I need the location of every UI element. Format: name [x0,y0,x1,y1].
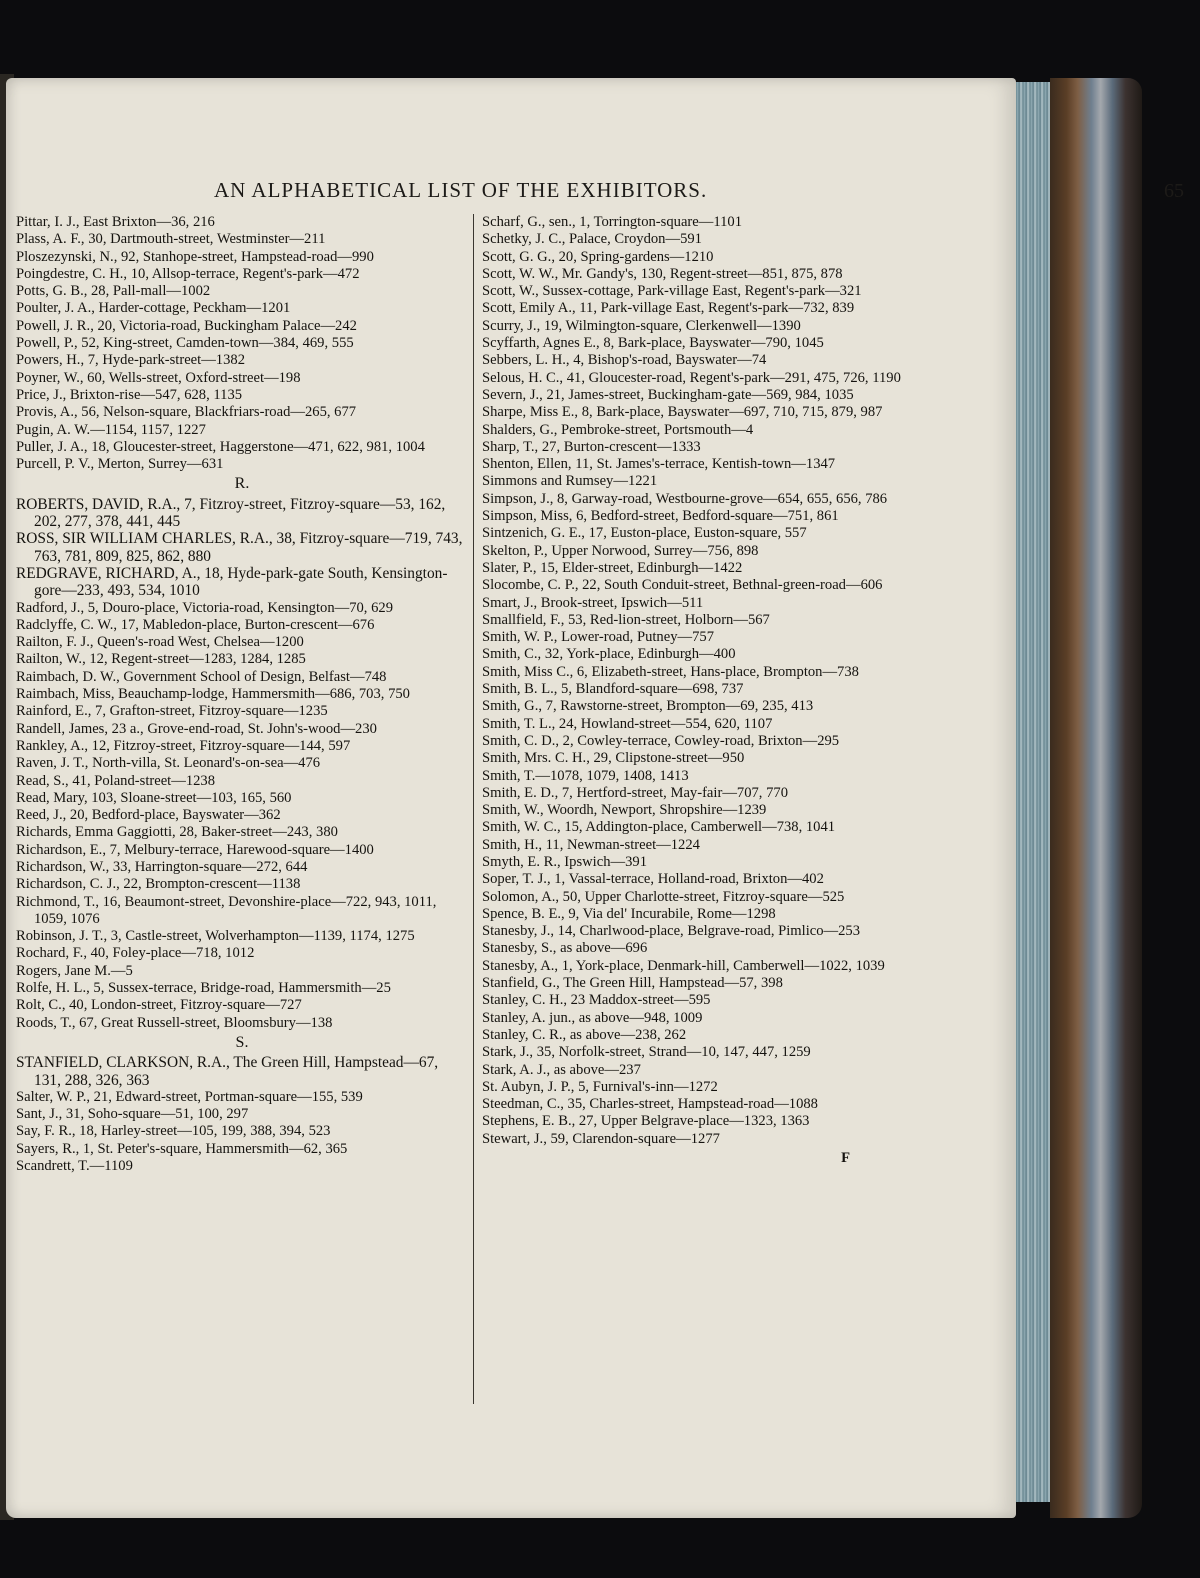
exhibitor-entry: Stanesby, J., 14, Charlwood-place, Belgrave-road, Pimlico—253 [482,923,861,940]
academician-entry: REDGRAVE, RICHARD, A., 18, Hyde-park-gate South, Kensington-gore—233, 493, 534, 1010 [16,564,448,600]
exhibitor-entry: Selous, H. C., 41, Gloucester-road, Regent's-park—291, 475, 726, 1190 [482,369,901,386]
exhibitor-entry: Roods, T., 67, Great Russell-street, Bloomsbury—138 [16,1014,333,1031]
exhibitor-entry: Richards, Emma Gaggiotti, 28, Baker-street—243, 380 [16,824,338,841]
exhibitor-entry: Schetky, J. C., Palace, Croydon—591 [482,231,702,248]
exhibitor-entry: Scharf, G., sen., 1, Torrington-square—1101 [482,214,742,230]
exhibitor-entry: Smith, C. D., 2, Cowley-terrace, Cowley-road, Brixton—295 [482,732,840,749]
exhibitor-entry: Shenton, Ellen, 11, St. James's-terrace, Kentish-town—1347 [482,456,836,473]
exhibitor-entry: Stanesby, S., as above—696 [482,940,648,957]
exhibitor-entry: Stanesby, A., 1, York-place, Denmark-hill, Camberwell—1022, 1039 [482,957,885,974]
exhibitor-entry: Rainford, E., 7, Grafton-street, Fitzroy-square—1235 [16,703,328,720]
page-fore-edge [1016,82,1050,1502]
exhibitor-entry: Smith, H., 11, Newman-street—1224 [482,836,700,853]
exhibitor-entry: Stanley, A. jun., as above—948, 1009 [482,1009,703,1026]
exhibitor-entry: Sharpe, Miss E., 8, Bark-place, Bayswater—697, 710, 715, 879, 987 [482,404,883,421]
exhibitor-entry: Stark, J., 35, Norfolk-street, Strand—10, 147, 447, 1259 [482,1044,811,1061]
exhibitor-entry: Scandrett, T.—1109 [16,1158,133,1175]
exhibitor-entry: Scott, W., Sussex-cottage, Park-village East, Regent's-park—321 [482,283,862,300]
exhibitor-entry: Simpson, J., 8, Garway-road, Westbourne-grove—654, 655, 656, 786 [482,490,888,507]
exhibitor-entry: Sebbers, L. H., 4, Bishop's-road, Bayswater—74 [482,352,767,369]
exhibitor-entry: Scyffarth, Agnes E., 8, Bark-place, Bayswater—790, 1045 [482,335,824,352]
exhibitor-entry: Smith, Miss C., 6, Elizabeth-street, Hans-place, Brompton—738 [482,663,859,680]
exhibitor-entry: Stanley, C. R., as above—238, 262 [482,1026,687,1043]
exhibitor-entry: Rankley, A., 12, Fitzroy-street, Fitzroy-square—144, 597 [16,737,351,754]
exhibitor-entry: Poyner, W., 60, Wells-street, Oxford-street—198 [16,369,301,386]
exhibitor-entry: Smallfield, F., 53, Red-lion-street, Holborn—567 [482,611,770,628]
exhibitor-entry: Rochard, F., 40, Foley-place—718, 1012 [16,945,255,962]
exhibitor-entry: Smart, J., Brook-street, Ipswich—511 [482,594,704,611]
exhibitor-entry: Provis, A., 56, Nelson-square, Blackfriars-road—265, 677 [16,404,357,421]
exhibitor-entry: Powers, H., 7, Hyde-park-street—1382 [16,352,245,369]
exhibitor-entry: Sintzenich, G. E., 17, Euston-place, Euston-square, 557 [482,525,807,542]
exhibitor-entry: Reed, J., 20, Bedford-place, Bayswater—362 [16,807,281,824]
academician-entry: STANFIELD, CLARKSON, R.A., The Green Hill, Hampstead—67, 131, 288, 326, 363 [16,1054,439,1089]
exhibitor-entry: Poulter, J. A., Harder-cottage, Peckham—1201 [16,300,291,317]
exhibitor-entry: Scott, W. W., Mr. Gandy's, 130, Regent-street—851, 875, 878 [482,265,843,282]
exhibitor-entry: Poingdestre, C. H., 10, Allsop-terrace, Regent's-park—472 [16,265,360,282]
running-header [150,178,1184,208]
exhibitor-entry: Stanfield, G., The Green Hill, Hampstead—57, 398 [482,975,783,992]
exhibitor-entry: Steedman, C., 35, Charles-street, Hampstead-road—1088 [482,1096,818,1113]
exhibitor-entry: Say, F. R., 18, Harley-street—105, 199, 388, 394, 523 [16,1123,331,1140]
exhibitor-entry: Pittar, I. J., East Brixton—36, 216 [16,214,215,230]
exhibitor-entry: Radclyffe, C. W., 17, Mabledon-place, Burton-crescent—676 [16,616,375,633]
exhibitor-entry: Sant, J., 31, Soho-square—51, 100, 297 [16,1106,249,1123]
exhibitor-entry: Price, J., Brixton-rise—547, 628, 1135 [16,386,243,403]
exhibitor-entry: Robinson, J. T., 3, Castle-street, Wolverhampton—1139, 1174, 1275 [16,928,415,945]
exhibitor-entry: Spence, B. E., 9, Via del' Incurabile, Rome—1298 [482,905,776,922]
exhibitor-entry: Powell, J. R., 20, Victoria-road, Buckingham Palace—242 [16,317,357,334]
exhibitor-entry: Shalders, G., Pembroke-street, Portsmouth—4 [482,421,754,438]
marbled-cover-board [1050,78,1142,1518]
exhibitor-entry: Radford, J., 5, Douro-place, Victoria-road, Kensington—70, 629 [16,599,393,616]
academician-entry: ROSS, SIR WILLIAM CHARLES, R.A., 38, Fitzroy-square—719, 743, 763, 781, 809, 825, 862, 880 [16,530,463,565]
left-column [16,214,468,1175]
exhibitor-entry: Smith, B. L., 5, Blandford-square—698, 737 [482,681,744,698]
exhibitor-entry: Smith, W. C., 15, Addington-place, Camberwell—738, 1041 [482,819,836,836]
exhibitor-entry: Richmond, T., 16, Beaumont-street, Devonshire-place—722, 943, 1011, 1059, 1076 [16,893,437,927]
exhibitor-entry: Scott, G. G., 20, Spring-gardens—1210 [482,248,714,265]
exhibitor-entry: Smith, Mrs. C. H., 29, Clipstone-street—950 [482,750,745,767]
column-rule [473,214,474,1404]
exhibitor-entry: Raven, J. T., North-villa, St. Leonard's-on-sea—476 [16,755,321,772]
exhibitor-entry: Slater, P., 15, Elder-street, Edinburgh—1422 [482,559,743,576]
exhibitor-entry: Richardson, W., 33, Harrington-square—272, 644 [16,858,308,875]
exhibitor-entry: Smith, W. P., Lower-road, Putney—757 [482,629,714,646]
exhibitor-entry: Smith, T. L., 24, Howland-street—554, 620, 1107 [482,715,773,732]
exhibitor-entry: Rogers, Jane M.—5 [16,962,133,979]
exhibitor-entry: Skelton, P., Upper Norwood, Surrey—756, 898 [482,542,759,559]
exhibitor-entry: Soper, T. J., 1, Vassal-terrace, Holland-road, Brixton—402 [482,871,824,888]
exhibitor-entry: Simmons and Rumsey—1221 [482,473,658,490]
exhibitor-entry: Slocombe, C. P., 22, South Conduit-street, Bethnal-green-road—606 [482,577,883,594]
exhibitor-entry: Raimbach, D. W., Government School of Design, Belfast—748 [16,668,387,685]
exhibitor-entry: Stark, A. J., as above—237 [482,1061,641,1078]
exhibitor-entry: St. Aubyn, J. P., 5, Furnival's-inn—1272 [482,1078,718,1095]
exhibitor-entry: Scott, Emily A., 11, Park-village East, Regent's-park—732, 839 [482,300,855,317]
exhibitor-entry: Stephens, E. B., 27, Upper Belgrave-place—1323, 1363 [482,1113,810,1130]
exhibitor-entry: Railton, W., 12, Regent-street—1283, 1284, 1285 [16,651,306,668]
exhibitor-entry: Smyth, E. R., Ipswich—391 [482,853,647,870]
exhibitor-entry: Rolfe, H. L., 5, Sussex-terrace, Bridge-road, Hammersmith—25 [16,980,391,997]
exhibitor-entry: Puller, J. A., 18, Gloucester-street, Haggerstone—471, 622, 981, 1004 [16,438,425,455]
exhibitor-entry: Stewart, J., 59, Clarendon-square—1277 [482,1130,720,1147]
exhibitor-entry: Smith, C., 32, York-place, Edinburgh—400 [482,646,736,663]
exhibitor-entry: Rolt, C., 40, London-street, Fitzroy-square—727 [16,997,302,1014]
section-letter: R. [234,475,250,493]
exhibitor-entry: Salter, W. P., 21, Edward-street, Portman-square—155, 539 [16,1088,363,1105]
exhibitor-entry: Simpson, Miss, 6, Bedford-street, Bedford-square—751, 861 [482,508,839,525]
exhibitor-entry: Richardson, C. J., 22, Brompton-crescent—1138 [16,876,301,893]
exhibitor-entry: Plass, A. F., 30, Dartmouth-street, Westminster—211 [16,231,326,248]
exhibitor-entry: Smith, W., Woordh, Newport, Shropshire—1239 [482,802,767,819]
exhibitor-entry: Read, Mary, 103, Sloane-street—103, 165, 560 [16,789,292,806]
exhibitor-entry: Randell, James, 23 a., Grove-end-road, St. John's-wood—230 [16,720,377,737]
exhibitor-entry: Sayers, R., 1, St. Peter's-square, Hammersmith—62, 365 [16,1140,348,1157]
signature-mark: F [841,1150,850,1167]
exhibitor-entry: Potts, G. B., 28, Pall-mall—1002 [16,283,211,300]
right-column [482,214,938,1167]
exhibitor-entry: Read, S., 41, Poland-street—1238 [16,772,216,789]
exhibitor-entry: Sharp, T., 27, Burton-crescent—1333 [482,438,701,455]
page-number: 65 [1164,180,1184,202]
exhibitor-entry: Scurry, J., 19, Wilmington-square, Clerkenwell—1390 [482,317,801,334]
exhibitor-entry: Solomon, A., 50, Upper Charlotte-street, Fitzroy-square—525 [482,888,845,905]
exhibitor-entry: Smith, T.—1078, 1079, 1408, 1413 [482,767,689,784]
exhibitor-entry: Railton, F. J., Queen's-road West, Chelsea—1200 [16,634,304,651]
exhibitor-entry: Purcell, P. V., Merton, Surrey—631 [16,456,224,473]
section-letter: S. [235,1033,249,1051]
header-title: AN ALPHABETICAL LIST OF THE EXHIBITORS. [214,178,708,202]
exhibitor-entry: Raimbach, Miss, Beauchamp-lodge, Hammersmith—686, 703, 750 [16,686,410,703]
exhibitor-entry: Severn, J., 21, James-street, Buckingham-gate—569, 984, 1035 [482,386,854,403]
exhibitor-entry: Smith, E. D., 7, Hertford-street, May-fair—707, 770 [482,784,788,801]
exhibitor-entry: Ploszezynski, N., 92, Stanhope-street, Hampstead-road—990 [16,248,374,265]
exhibitor-entry: Richardson, E., 7, Melbury-terrace, Harewood-square—1400 [16,841,374,858]
exhibitor-entry: Smith, G., 7, Rawstorne-street, Brompton—69, 235, 413 [482,698,814,715]
academician-entry: ROBERTS, DAVID, R.A., 7, Fitzroy-street, Fitzroy-square—53, 162, 202, 277, 378, 441, 445 [16,495,446,531]
exhibitor-entry: Powell, P., 52, King-street, Camden-town—384, 469, 555 [16,335,354,352]
exhibitor-entry: Stanley, C. H., 23 Maddox-street—595 [482,992,711,1009]
exhibitor-entry: Pugin, A. W.—1154, 1157, 1227 [16,421,206,438]
